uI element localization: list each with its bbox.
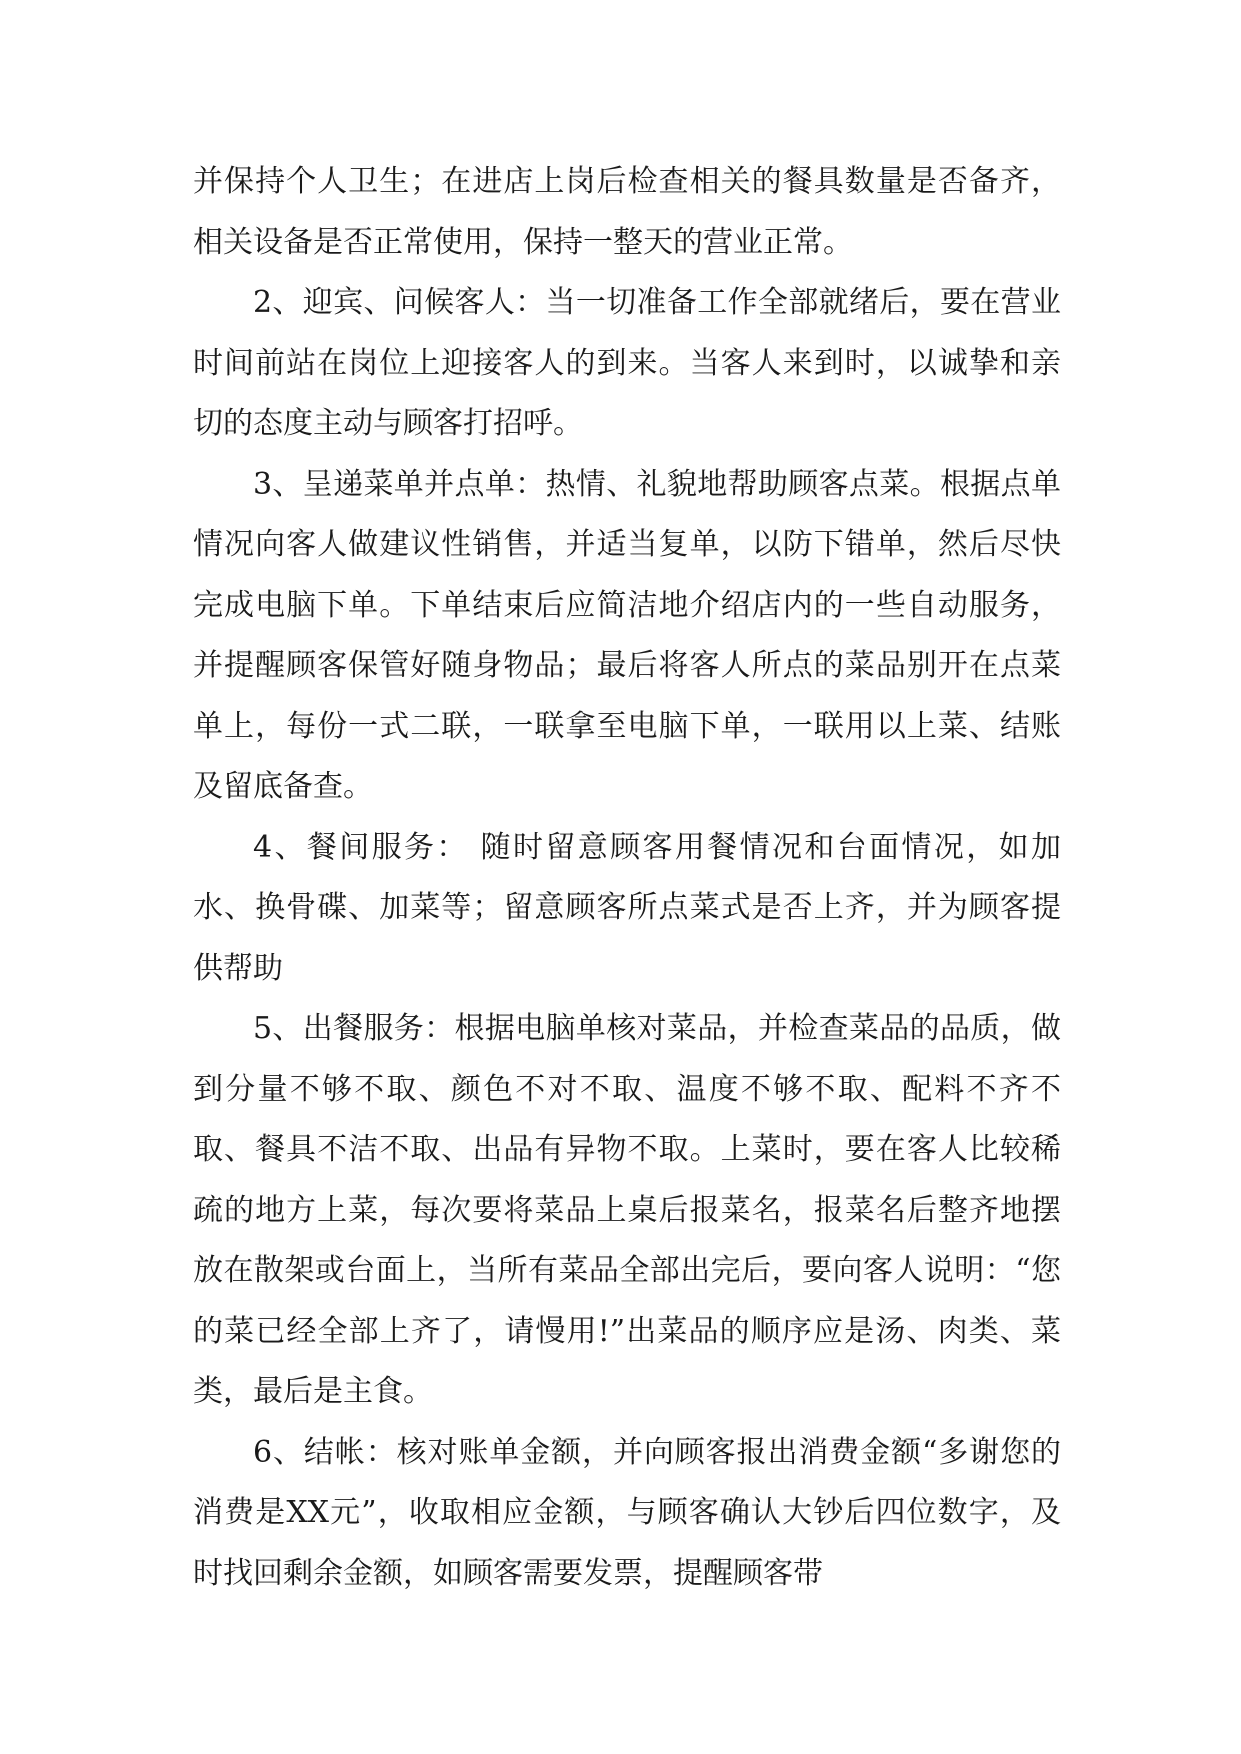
paragraph-table-service: 4、餐间服务： 随时留意顾客用餐情况和台面情况，如加水、换骨碟、加菜等；留意顾客所点菜式是否上齐，并为顾客提供帮助 [193,829,1061,986]
paragraph-hygiene-continued: 并保持个人卫生；在进店上岗后检查相关的餐具数量是否备齐，相关设备是否正常使用，保持一整天的营业正常。 [193,164,1061,260]
paragraph-checkout: 6、结帐：核对账单金额，并向顾客报出消费金额“多谢您的消费是XX元”，收取相应金额，与顾客确认大钞后四位数字，及时找回剩余金额，如顾客需要发票，提醒顾客带 [193,1434,1061,1591]
paragraph-serving-dishes: 5、出餐服务：根据电脑单核对菜品，并检查菜品的品质，做到分量不够不取、颜色不对不取、温度不够不取、配料不齐不取、餐具不洁不取、出品有异物不取。上菜时，要在客人比较稀疏的地方上菜，每次要将菜品上桌后报菜名，报菜名后整齐地摆放在散架或台面上，当所有菜品全部出完后，要向客人说明：“您的菜已经全部上齐了，请慢用!”出菜品的顺序应是汤、肉类、菜类，最后是主食。 [193,1011,1061,1409]
paragraph-greeting: 2、迎宾、问候客人：当一切准备工作全部就绪后，要在营业时间前站在岗位上迎接客人的到来。当客人来到时，以诚挚和亲切的态度主动与顾客打招呼。 [193,285,1061,441]
document-body [193,152,1061,1604]
paragraph-menu-ordering: 3、呈递菜单并点单：热情、礼貌地帮助顾客点菜。根据点单情况向客人做建议性销售，并适当复单，以防下错单，然后尽快完成电脑下单。下单结束后应简洁地介绍店内的一些自动服务，并提醒顾客保管好随身物品；最后将客人所点的菜品别开在点菜单上，每份一式二联，一联拿至电脑下单，一联用以上菜、结账及留底备查。 [193,466,1061,804]
